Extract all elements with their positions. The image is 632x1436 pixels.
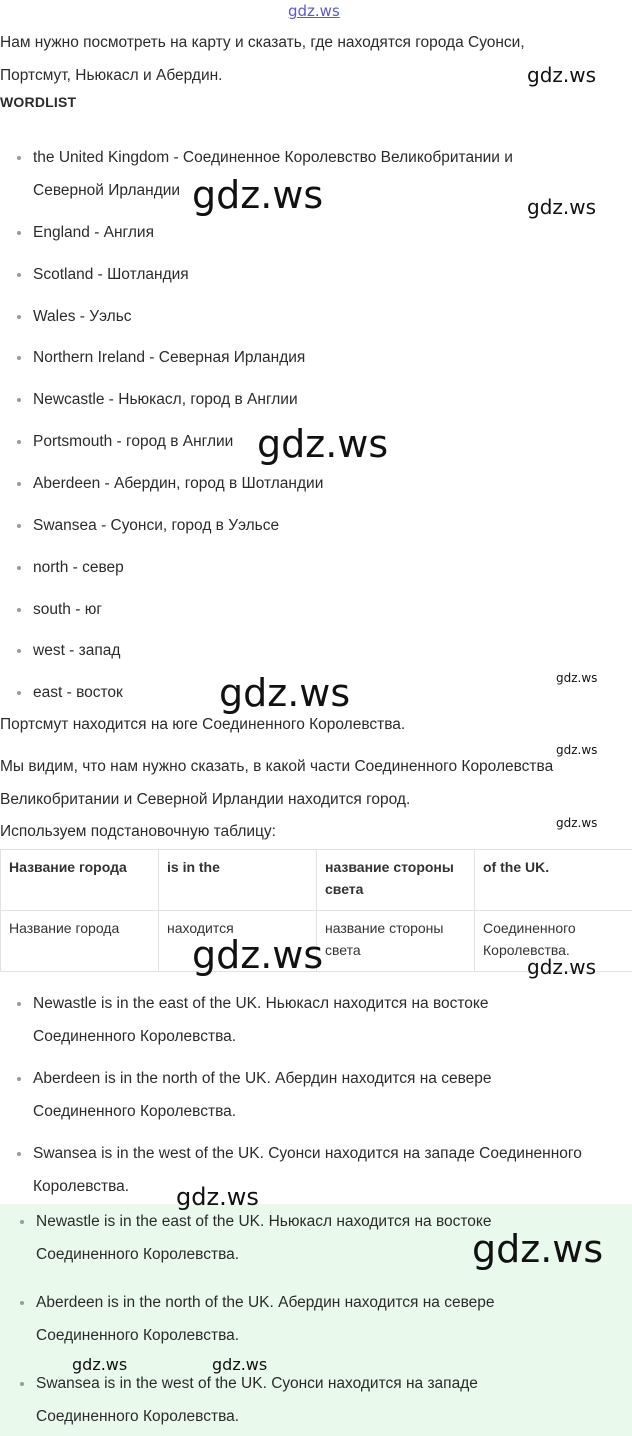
wordlist-item-text: Северной Ирландии [33, 182, 181, 199]
watermark: gdz.ws [219, 671, 351, 715]
intro-line-1: Нам нужно посмотреть на карту и сказать, где находятся города Суонси, [0, 34, 525, 51]
answer-text: Aberdeen is in the north of the UK. Абердин находится на севере [36, 1294, 495, 1311]
table-header-cell: Название города [1, 850, 159, 911]
explanation-line-1: Мы видим, что нам нужно сказать, в какой части Соединенного Королевства [0, 758, 554, 775]
watermark: gdz.ws [192, 173, 324, 217]
wordlist-item-text: east - восток [33, 684, 123, 701]
table-cell: Название города [1, 911, 159, 972]
wordlist-item-text: Aberdeen - Абердин, город в Шотландии [33, 475, 324, 492]
bullet-icon [17, 156, 21, 160]
answer-text: Соединенного Королевства. [33, 1028, 237, 1045]
bullet-icon [17, 649, 21, 653]
table-header-cell: название стороны света [317, 850, 475, 911]
bullet-icon [17, 691, 21, 695]
wordlist-item-text: south - юг [33, 601, 102, 618]
bullet-icon [17, 1077, 21, 1081]
table-cell: название стороны света [317, 911, 475, 972]
watermark: gdz.ws [257, 422, 389, 466]
bullet-icon [17, 315, 21, 319]
answer-text: Swansea is in the west of the UK. Суонси находится на западе Соединенного [33, 1145, 582, 1162]
site-header-link[interactable]: gdz.ws [288, 2, 340, 20]
table-header-cell: is in the [159, 850, 317, 911]
answer-text: Newastle is in the east of the UK. Ньюкасл находится на востоке [36, 1213, 492, 1230]
wordlist-item-text: England - Англия [33, 224, 154, 241]
answer-text: Aberdeen is in the north of the UK. Абердин находится на севере [33, 1070, 492, 1087]
watermark: gdz.ws [212, 1355, 268, 1374]
bullet-icon [17, 608, 21, 612]
bullet-icon [17, 440, 21, 444]
table-header-cell: of the UK. [475, 850, 632, 911]
watermark: gdz.ws [556, 816, 598, 830]
bullet-icon [17, 398, 21, 402]
bullet-icon [17, 566, 21, 570]
watermark: gdz.ws [527, 955, 597, 979]
table-cell: находится [159, 911, 317, 972]
wordlist-item-text: north - север [33, 559, 124, 576]
wordlist-item-text: Wales - Уэльс [33, 308, 132, 325]
wordlist-item-text: Swansea - Суонси, город в Уэльсе [33, 517, 280, 534]
bullet-icon [17, 1002, 21, 1006]
intro-line-2: Портсмут, Ньюкасл и Абердин. [0, 67, 223, 84]
bullet-icon [17, 231, 21, 235]
answer-text: Newastle is in the east of the UK. Ньюкасл находится на востоке [33, 995, 489, 1012]
answer-text: Королевства. [33, 1178, 130, 1195]
bullet-icon [20, 1382, 24, 1386]
bullet-icon [17, 356, 21, 360]
watermark: gdz.ws [192, 933, 324, 977]
watermark: gdz.ws [176, 1183, 259, 1211]
answer-text: Соединенного Королевства. [33, 1103, 237, 1120]
wordlist-item-text: Newcastle - Ньюкасл, город в Англии [33, 391, 298, 408]
table-intro: Используем подстановочную таблицу: [0, 823, 276, 840]
example-sentence: Портсмут находится на юге Соединенного Королевства. [0, 716, 406, 733]
wordlist-item-text: west - запад [33, 642, 121, 659]
table-cell: Соединенного Королевства. [475, 911, 632, 972]
wordlist-item-text: the United Kingdom - Соединенное Королевство Великобритании и [33, 149, 513, 166]
bullet-icon [20, 1220, 24, 1224]
watermark: gdz.ws [472, 1227, 604, 1271]
watermark: gdz.ws [556, 743, 598, 757]
explanation-line-2: Великобритании и Северной Ирландии находится город. [0, 791, 411, 808]
answer-text: Swansea is in the west of the UK. Суонси находится на западе [36, 1375, 478, 1392]
answer-text: Соединенного Королевства. [36, 1246, 240, 1263]
bullet-icon [17, 524, 21, 528]
bullet-icon [17, 1152, 21, 1156]
bullet-icon [17, 482, 21, 486]
watermark: gdz.ws [527, 195, 597, 219]
bullet-icon [20, 1301, 24, 1305]
watermark: gdz.ws [556, 671, 598, 685]
wordlist-heading: WORDLIST [0, 94, 77, 110]
table-header-row [1, 850, 632, 911]
bullet-icon [17, 273, 21, 277]
watermark: gdz.ws [72, 1355, 128, 1374]
wordlist-item-text: Northern Ireland - Северная Ирландия [33, 349, 306, 366]
wordlist-item-text: Scotland - Шотландия [33, 266, 189, 283]
watermark: gdz.ws [527, 63, 597, 87]
wordlist-item-text: Portsmouth - город в Англии [33, 433, 234, 450]
answer-text: Соединенного Королевства. [36, 1408, 240, 1425]
answer-text: Соединенного Королевства. [36, 1327, 240, 1344]
